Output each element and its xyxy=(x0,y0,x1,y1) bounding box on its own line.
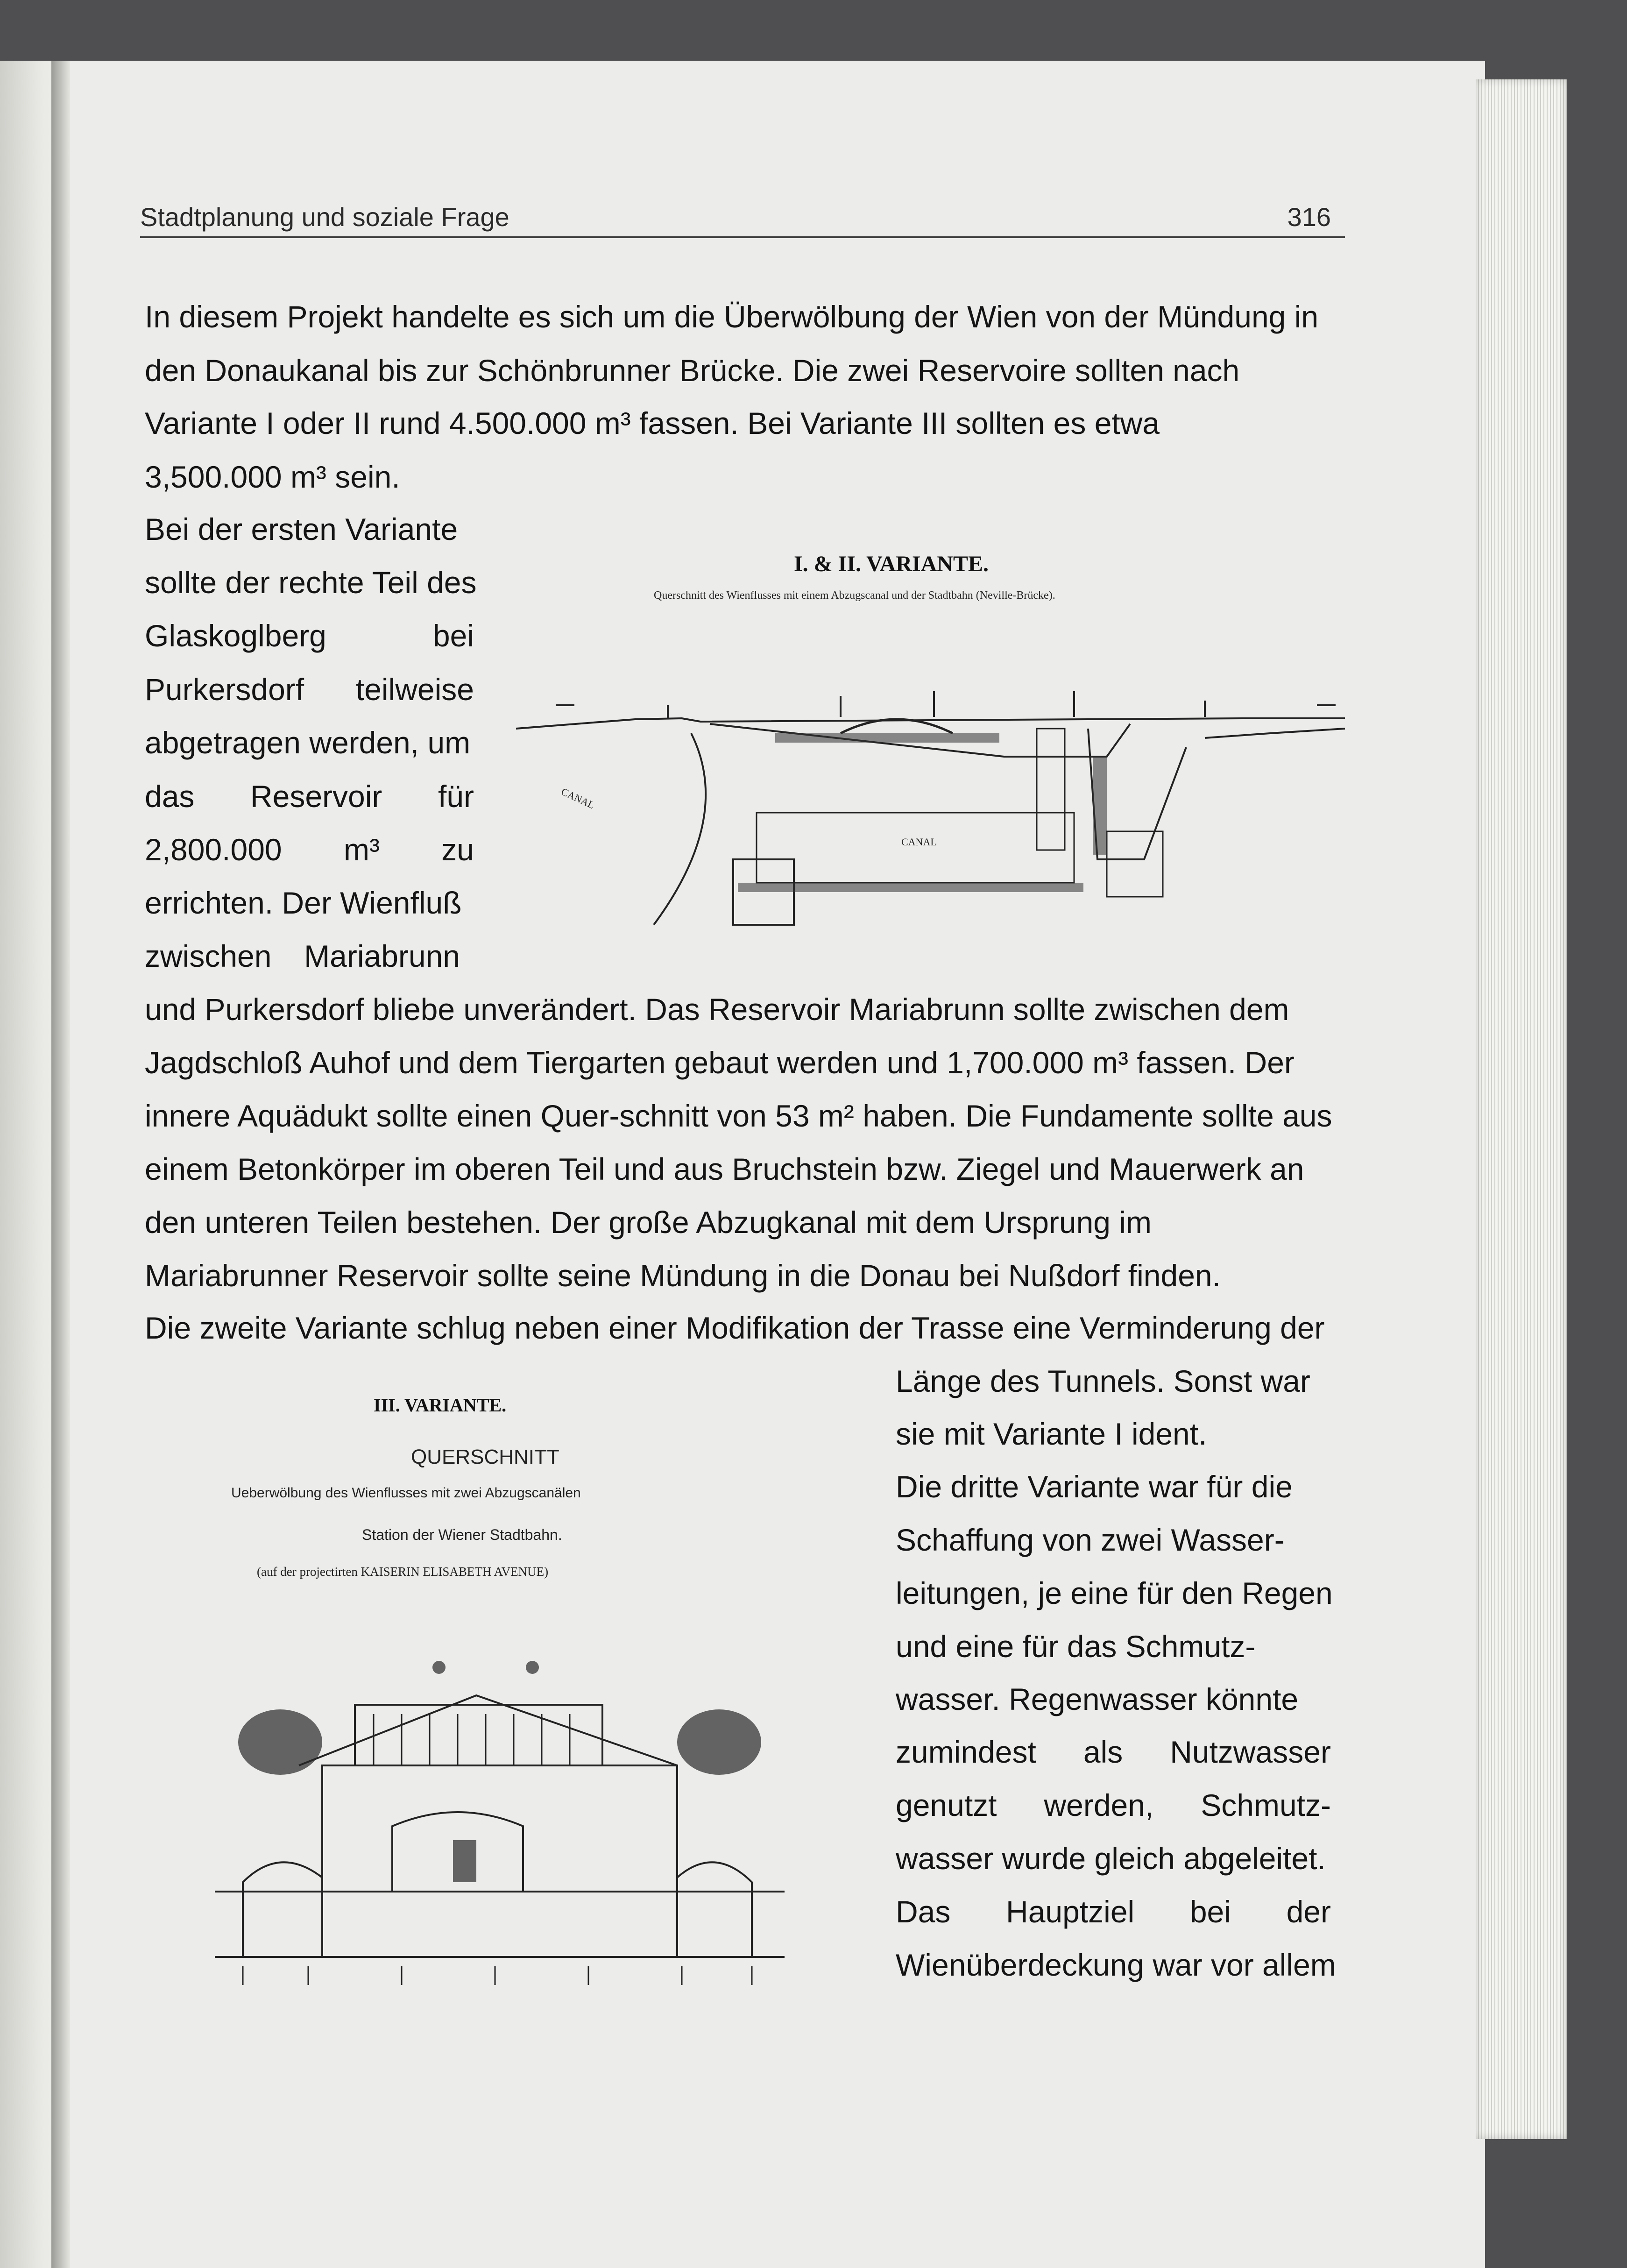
text-line: Schaffung von zwei Wasser- xyxy=(896,1523,1285,1557)
page-number: 316 xyxy=(1287,202,1331,232)
text-line: sollte der rechte Teil des xyxy=(145,565,477,600)
figure1-caption: Querschnitt des Wienflusses mit einem Abzugscanal und der Stadtbahn (Neville-Brücke). xyxy=(654,589,1055,602)
text-line: In diesem Projekt handelte es sich um die Überwölbung der Wien von der Mündung in xyxy=(145,299,1319,334)
running-title: Stadtplanung und soziale Frage xyxy=(140,202,509,232)
text-line: Purkersdorf teilweise xyxy=(145,672,474,707)
text-line: Bei der ersten Variante xyxy=(145,512,458,546)
text-line: zumindest als Nutzwasser xyxy=(896,1735,1331,1769)
text-line: sie mit Variante I ident. xyxy=(896,1417,1207,1451)
text-line: wasser. Regenwasser könnte xyxy=(896,1682,1299,1716)
figure2-title: III. VARIANTE. xyxy=(374,1395,507,1416)
figure2-caption-3: (auf der projectirten KAISERIN ELISABETH AVENUE) xyxy=(257,1565,549,1579)
text-line: Die dritte Variante war für die xyxy=(896,1469,1293,1504)
figure2-subtitle: QUERSCHNITT xyxy=(411,1446,559,1468)
text-line: Jagdschloß Auhof und dem Tiergarten gebaut werden und 1,700.000 m³ fassen. Der xyxy=(145,1045,1295,1080)
text-line: den unteren Teilen bestehen. Der große Abzugkanal mit dem Ursprung im xyxy=(145,1205,1152,1240)
book-gutter xyxy=(51,61,70,2268)
text-line: zwischen Mariabrunn xyxy=(145,939,460,973)
text-line: und eine für das Schmutz- xyxy=(896,1629,1256,1664)
text-line: einem Betonkörper im oberen Teil und aus Bruchstein bzw. Ziegel und Mauerwerk an xyxy=(145,1152,1304,1186)
text-line: innere Aquädukt sollte einen Quer-schnitt von 53 m² haben. Die Fundamente sollte aus xyxy=(145,1099,1332,1133)
running-head xyxy=(140,202,1331,234)
figure2-station-drawing xyxy=(215,1658,785,1990)
text-line: errichten. Der Wienfluß xyxy=(145,886,462,920)
text-line: Mariabrunner Reservoir sollte seine Mündung in die Donau bei Nußdorf finden. xyxy=(145,1258,1221,1293)
figure1-title: I. & II. VARIANTE. xyxy=(794,552,989,576)
text-line: Variante I oder II rund 4.500.000 m³ fassen. Bei Variante III sollten es etwa xyxy=(145,406,1160,440)
text-line: wasser wurde gleich abgeleitet. xyxy=(896,1841,1326,1876)
header-rule xyxy=(140,236,1345,238)
text-line: abgetragen werden, um xyxy=(145,725,471,760)
figure2-caption-1: Ueberwölbung des Wienflusses mit zwei Abzugscanälen xyxy=(231,1485,581,1501)
figure1-label-canal-2: CANAL xyxy=(901,836,937,848)
text-line: Die zweite Variante schlug neben einer Modifikation der Trasse eine Verminderung der xyxy=(145,1311,1325,1345)
text-line: Länge des Tunnels. Sonst war xyxy=(896,1364,1310,1398)
figure1-cross-section-drawing xyxy=(514,663,1350,943)
figure1-label-canal-1: CANAL xyxy=(559,785,597,811)
text-line: und Purkersdorf bliebe unverändert. Das Reservoir Mariabrunn sollte zwischen dem xyxy=(145,992,1289,1027)
text-line: Glaskoglberg bei xyxy=(145,618,474,653)
text-line: Wienüberdeckung war vor allem xyxy=(896,1948,1336,1982)
text-line: den Donaukanal bis zur Schönbrunner Brücke. Die zwei Reservoire sollten nach xyxy=(145,353,1240,388)
text-line: Das Hauptziel bei der xyxy=(896,1894,1331,1929)
text-line: 3,500.000 m³ sein. xyxy=(145,460,400,494)
text-line: leitungen, je eine für den Regen xyxy=(896,1576,1333,1610)
page-edges xyxy=(1476,79,1567,2139)
text-line: das Reservoir für xyxy=(145,779,474,814)
text-line: 2,800.000 m³ zu xyxy=(145,832,474,867)
figure2-caption-2: Station der Wiener Stadtbahn. xyxy=(362,1526,562,1543)
text-line: genutzt werden, Schmutz- xyxy=(896,1788,1331,1822)
